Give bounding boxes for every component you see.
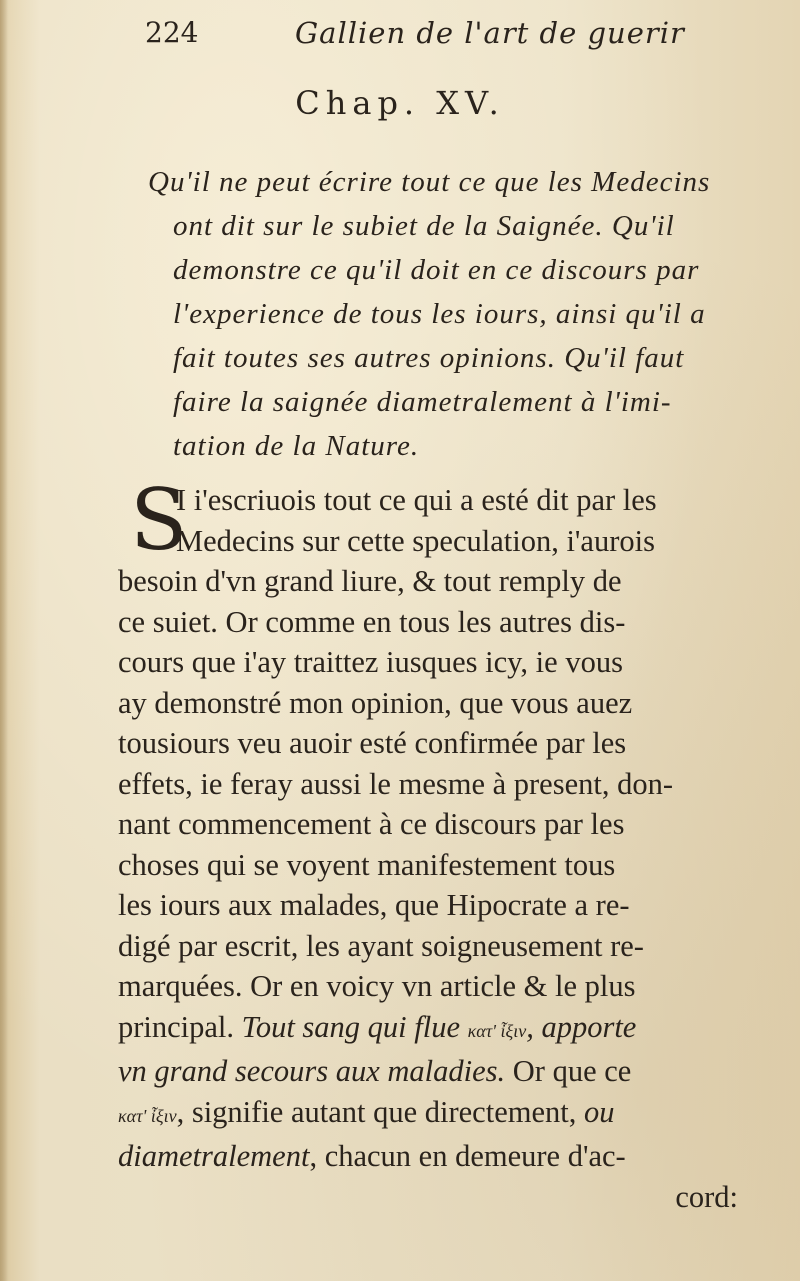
italic-quote: , apporte [526, 1009, 637, 1044]
italic-quote: Tout sang qui flue [241, 1009, 460, 1044]
summary-line: tation de la Nature. [173, 430, 420, 462]
summary-line: fait toutes ses autres opinions. Qu'il faut [173, 342, 685, 374]
summary-line: faire la saignée diametralement à l'imi- [173, 386, 672, 418]
greek-term: κατ' ἶξιν [467, 1020, 527, 1041]
text-line: effets, ie feray aussi le mesme à present, don- [118, 766, 674, 801]
text-line: marquées. Or en voicy vn article & le plus [118, 969, 636, 1003]
summary-line: ont dit sur le subiet de la Saignée. Qu'il [173, 210, 675, 242]
text-line: digé par escrit, les ayant soigneusement re- [118, 928, 644, 963]
text-line: les iours aux malades, que Hipocrate a re- [118, 888, 630, 922]
text-line [118, 1092, 768, 1137]
text-line [118, 1051, 768, 1092]
text-segment: principal. [118, 1009, 235, 1044]
text-segment: , signifie autant que directement, [176, 1094, 577, 1129]
text-line [118, 1007, 768, 1052]
text-line: nant commencement à ce discours par les [118, 807, 625, 841]
text-line [118, 1136, 768, 1177]
text-line: Medecins sur cette speculation, i'aurois [176, 523, 655, 558]
summary-line: demonstre ce qu'il doit en ce discours par [173, 254, 700, 286]
drop-cap: S [130, 471, 188, 569]
text-line: besoin d'vn grand liure, & tout remply de [118, 564, 622, 598]
italic-quote: vn grand secours aux maladies. [118, 1054, 506, 1088]
text-line: cours que i'ay traittez iusques icy, ie vous [118, 645, 623, 679]
italic-word: diametralement [118, 1139, 310, 1173]
text-line: tousiours veu auoir esté confirmée par les [118, 726, 627, 760]
catchword: cord: [675, 1179, 738, 1214]
summary-line: Qu'il ne peut écrire tout ce que les Medecins [148, 166, 711, 198]
greek-term: κατ' ἶξιν [118, 1105, 177, 1126]
text-segment: , chacun en demeure d'ac- [309, 1139, 626, 1173]
running-title: Gallien de l'art de guerir [295, 16, 685, 50]
chapter-title: Chap. XV. [295, 84, 505, 122]
page-number: 224 [145, 16, 199, 49]
italic-word: ou [576, 1094, 615, 1129]
summary-line: l'experience de tous les iours, ainsi qu'il a [173, 298, 706, 330]
text-line: I i'escriuois tout ce qui a esté dit par les [176, 483, 657, 517]
chapter-summary [148, 160, 768, 468]
text-segment: Or que ce [505, 1054, 632, 1088]
page-header [145, 12, 685, 56]
text-line: ce suiet. Or comme en tous les autres dis- [118, 604, 626, 639]
body-text [118, 471, 768, 1217]
text-line: ay demonstré mon opinion, que vous auez [118, 685, 633, 720]
page-binding-edge [0, 0, 8, 1281]
text-line: choses qui se voyent manifestement tous [118, 847, 616, 882]
